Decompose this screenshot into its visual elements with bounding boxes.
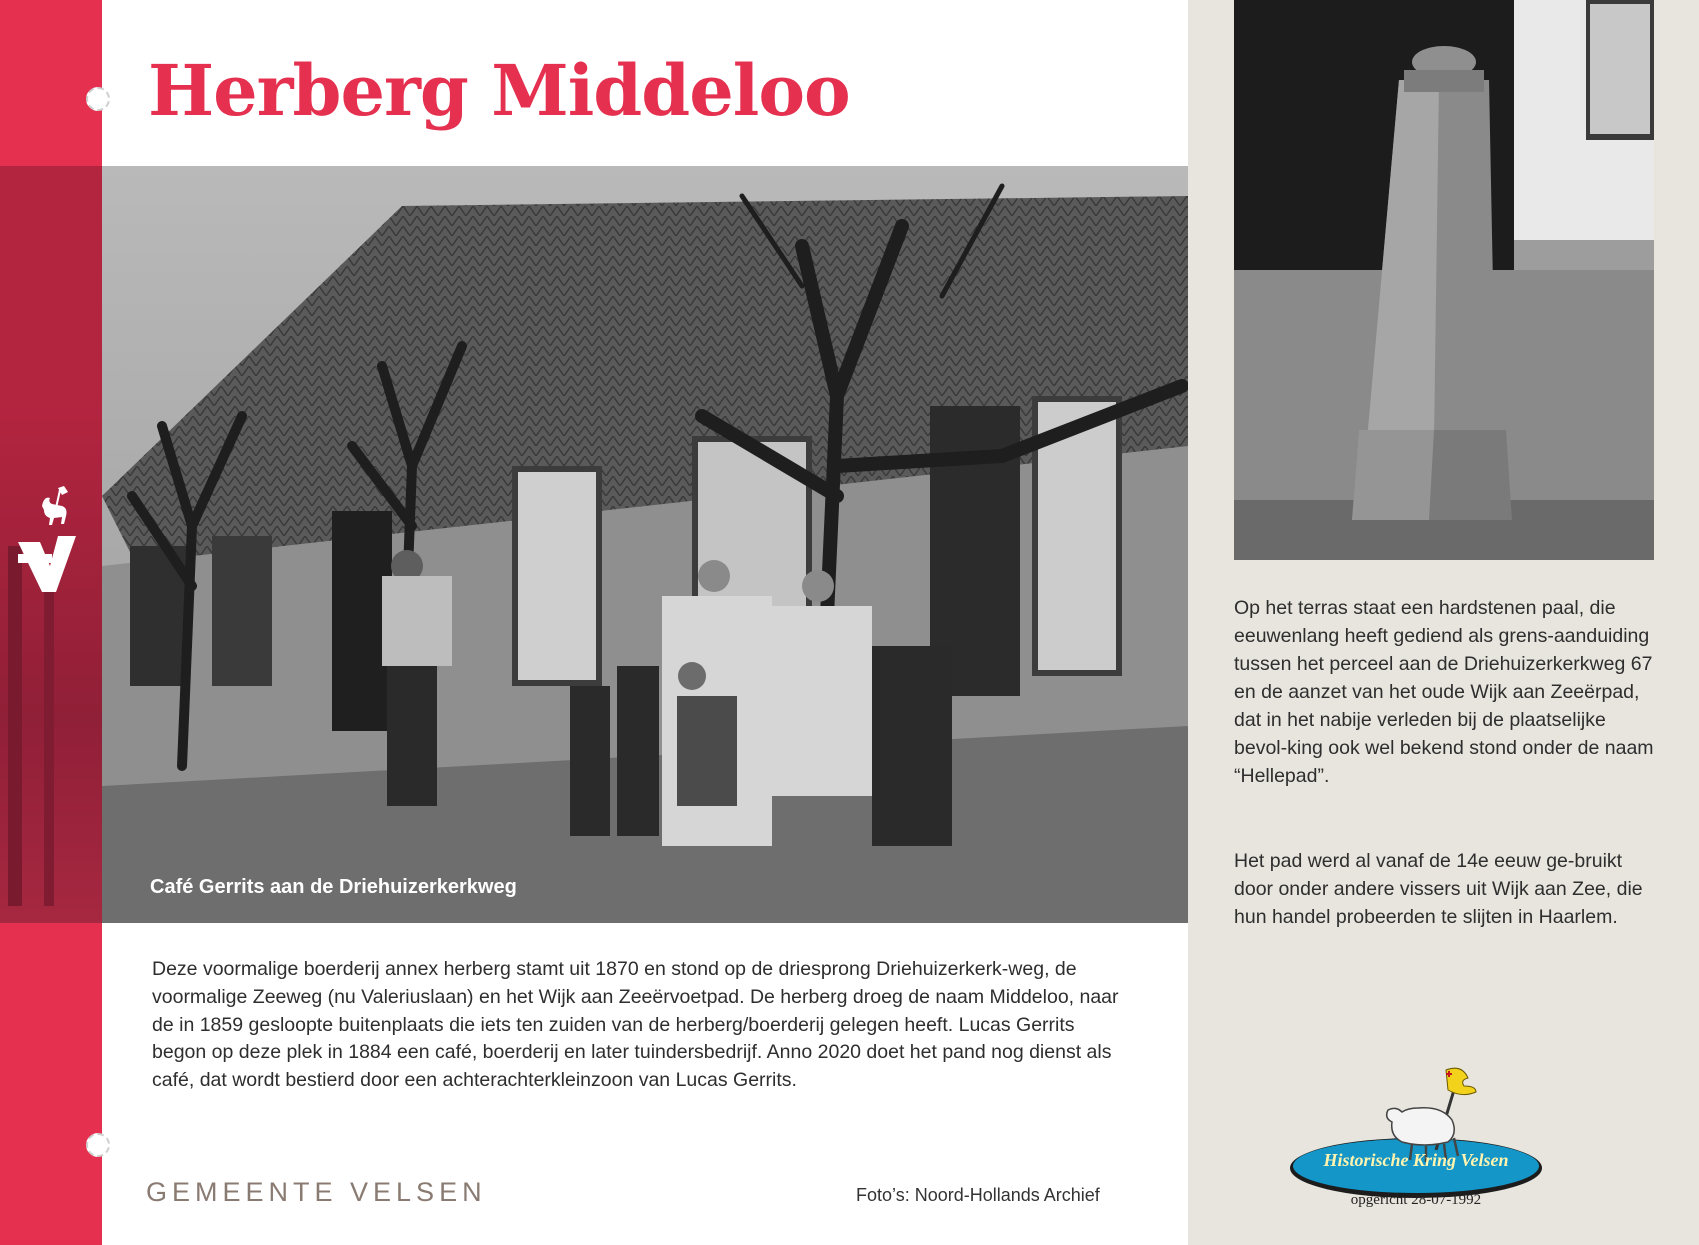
- boundary-post-image: [1234, 0, 1654, 560]
- page-title: Herberg Middeloo: [148, 49, 850, 132]
- mounting-hole: [86, 1133, 110, 1157]
- stripe-ghost-tree: [44, 586, 54, 906]
- velsen-emblem-icon: [16, 484, 80, 594]
- side-paragraph-1: Op het terras staat een hardstenen paal, die eeuwenlang heeft gediend als grens-aanduiding tussen het perceel aan de Driehuizerkerkweg 67 en de aanzet van het oude Wijk aan Zeeërpad, dat in het nabije verleden bij de plaatselijke bevol-king ook wel bekend stond onder de naam “Hellepad”.: [1234, 597, 1654, 787]
- logo-founded-date: opgericht 28-07-1992: [1350, 1192, 1482, 1208]
- historic-inn-photo: [102, 166, 1188, 923]
- stripe-ghost-tree: [8, 546, 22, 906]
- boundary-post-photo: [1234, 0, 1654, 560]
- photo-caption: Café Gerrits aan de Driehuizerkerkweg: [150, 876, 517, 898]
- side-paragraph-2: Het pad werd al vanaf de 14e eeuw ge-bruikt door onder andere vissers uit Wijk aan Zee, die hun handel probeerden te slijten in Haarlem.: [1234, 850, 1643, 928]
- body-text: Deze voormalige boerderij annex herberg stamt uit 1870 en stond op de driesprong Driehuizerkerk-weg, de voormalige Zeeweg (nu Valeriuslaan) en het Wijk aan Zeeërvoetpad. De herberg droeg de naam Middeloo, naar de in 1859 gesloopte buitenplaats die iets ten zuiden van de herberg/boerderij gelegen heeft. Lucas Gerrits begon op deze plek in 1884 een café, boerderij en later tuindersbedrijf. Anno 2020 doet het pand nog dienst als café, dat wordt bestierd door een achterachterkleinzoon van Lucas Gerrits.: [152, 958, 1119, 1092]
- logo-name: Historische Kring Velsen: [1323, 1150, 1509, 1170]
- mounting-hole: [86, 87, 110, 111]
- main-photo: [102, 166, 1188, 923]
- photo-credit: Foto’s: Noord-Hollands Archief: [856, 1185, 1100, 1205]
- municipality-name: GEMEENTE VELSEN: [146, 1177, 487, 1207]
